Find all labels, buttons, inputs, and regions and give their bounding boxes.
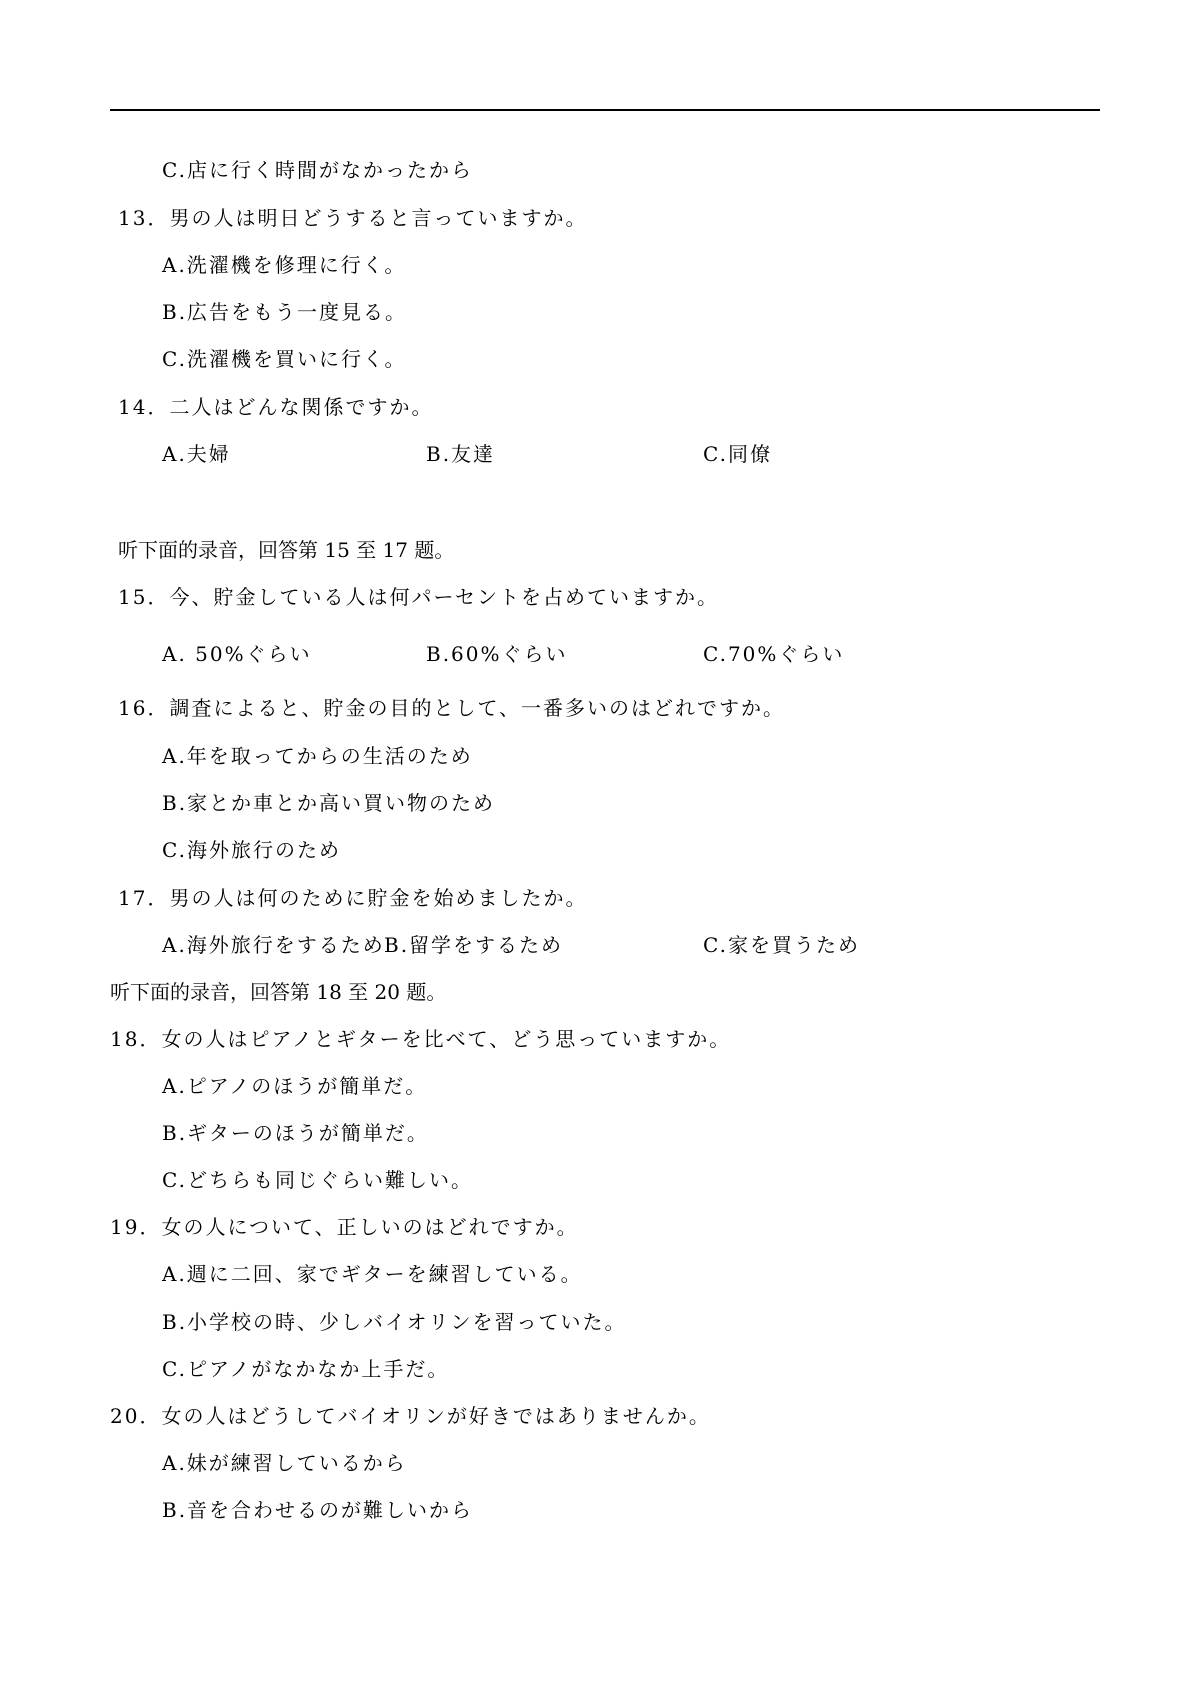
q17-option-b: B.留学をするため — [384, 933, 564, 957]
header-rule — [110, 109, 1100, 111]
q13-option-a: A.洗濯機を修理に行く。 — [162, 253, 407, 277]
q20-option-a: A.妹が練習しているから — [162, 1451, 407, 1475]
section-heading-15-17: 听下面的录音，回答第 15 至 17 题。 — [118, 538, 455, 562]
question-18: 18．女の人はピアノとギターを比べて、どう思っていますか。 — [110, 1027, 732, 1051]
q16-option-c: C.海外旅行のため — [162, 838, 341, 862]
question-16: 16．調査によると、貯金の目的として、一番多いのはどれですか。 — [118, 696, 786, 720]
question-17: 17．男の人は何のために貯金を始めましたか。 — [118, 886, 588, 910]
question-20: 20．女の人はどうしてバイオリンが好きではありませんか。 — [110, 1404, 711, 1428]
q17-option-a: A.海外旅行をするため — [162, 933, 385, 957]
q19-option-a: A.週に二回、家でギターを練習している。 — [162, 1262, 583, 1286]
q14-option-a: A.夫婦 — [162, 442, 231, 466]
q16-option-b: B.家とか車とか高い買い物のため — [162, 791, 496, 815]
question-14: 14．二人はどんな関係ですか。 — [118, 395, 434, 419]
q13-option-b: B.広告をもう一度見る。 — [162, 300, 408, 324]
q18-option-b: B.ギターのほうが簡単だ。 — [162, 1121, 429, 1145]
q18-option-c: C.どちらも同じぐらい難しい。 — [162, 1168, 473, 1192]
q14-option-c: C.同僚 — [703, 442, 772, 466]
q15-option-b: B.60%ぐらい — [426, 642, 568, 666]
q16-option-a: A.年を取ってからの生活のため — [162, 744, 473, 768]
q15-option-a: A. 50%ぐらい — [162, 642, 312, 666]
question-19: 19．女の人について、正しいのはどれですか。 — [110, 1215, 579, 1239]
q12-option-c: C.店に行く時間がなかったから — [162, 158, 473, 182]
q19-option-b: B.小学校の時、少しバイオリンを習っていた。 — [162, 1310, 627, 1334]
q13-option-c: C.洗濯機を買いに行く。 — [162, 347, 407, 371]
q17-option-c: C.家を買うため — [703, 933, 860, 957]
q14-option-b: B.友達 — [426, 442, 496, 466]
q15-option-c: C.70%ぐらい — [703, 642, 845, 666]
q18-option-a: A.ピアノのほうが簡単だ。 — [162, 1074, 428, 1098]
q20-option-b: B.音を合わせるのが難しいから — [162, 1498, 474, 1522]
section-heading-18-20: 听下面的录音，回答第 18 至 20 题。 — [110, 980, 447, 1004]
q19-option-c: C.ピアノがなかなか上手だ。 — [162, 1357, 450, 1381]
question-15: 15．今、貯金している人は何パーセントを占めていますか。 — [118, 585, 720, 609]
question-13: 13．男の人は明日どうすると言っていますか。 — [118, 206, 588, 230]
